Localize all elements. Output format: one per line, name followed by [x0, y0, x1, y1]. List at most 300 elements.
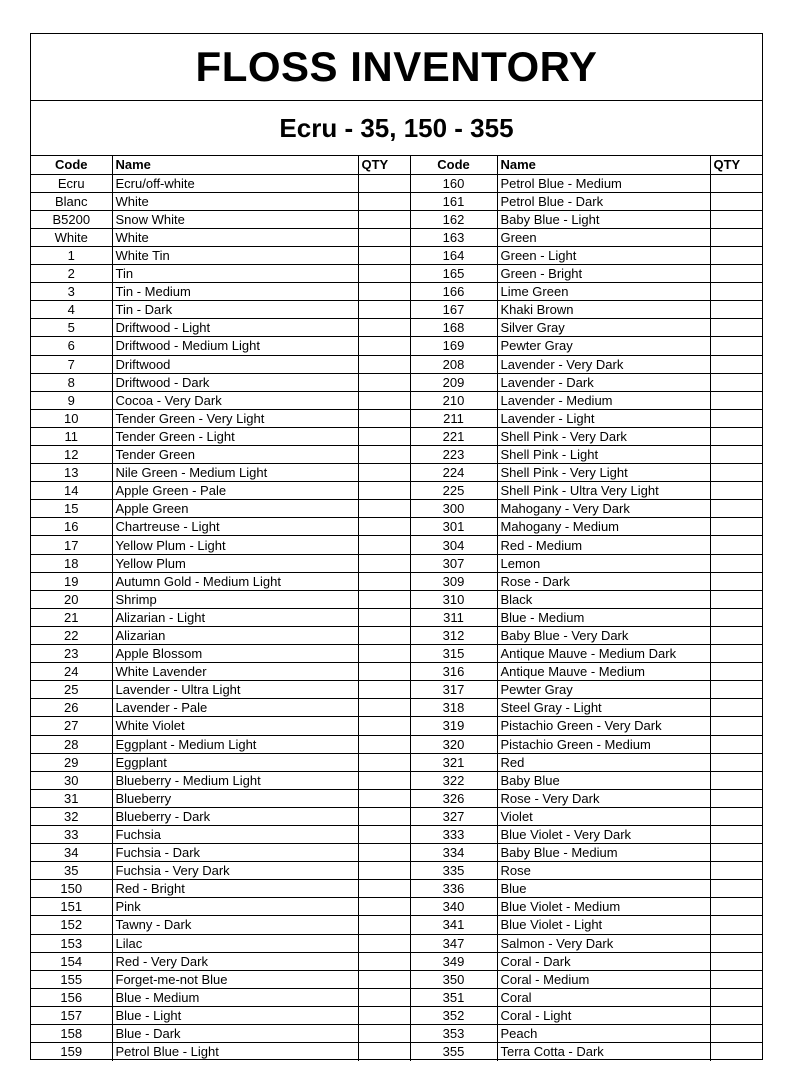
table-row — [31, 373, 762, 391]
qty-cell[interactable] — [710, 898, 762, 916]
qty-cell[interactable] — [358, 880, 410, 898]
code-cell: 311 — [410, 608, 497, 626]
table-row — [31, 464, 762, 482]
name-cell: Rose - Very Dark — [497, 789, 710, 807]
code-cell: 1 — [31, 246, 112, 264]
qty-cell[interactable] — [710, 301, 762, 319]
table-row — [31, 572, 762, 590]
name-cell: Fuchsia - Very Dark — [112, 862, 358, 880]
code-cell: 162 — [410, 210, 497, 228]
code-cell: 155 — [31, 970, 112, 988]
qty-cell[interactable] — [710, 500, 762, 518]
name-cell: Rose — [497, 862, 710, 880]
qty-cell[interactable] — [710, 409, 762, 427]
qty-cell[interactable] — [358, 645, 410, 663]
code-cell: 224 — [410, 464, 497, 482]
code-cell: 225 — [410, 482, 497, 500]
code-cell: 11 — [31, 427, 112, 445]
table-row — [31, 500, 762, 518]
code-cell: 349 — [410, 952, 497, 970]
qty-cell[interactable] — [358, 862, 410, 880]
qty-cell[interactable] — [358, 427, 410, 445]
code-cell: 355 — [410, 1043, 497, 1061]
qty-cell[interactable] — [358, 699, 410, 717]
qty-cell[interactable] — [358, 355, 410, 373]
qty-cell[interactable] — [710, 970, 762, 988]
qty-cell[interactable] — [358, 717, 410, 735]
table-row — [31, 446, 762, 464]
name-cell: Ecru/off-white — [112, 174, 358, 192]
name-cell: Rose - Dark — [497, 572, 710, 590]
name-cell: Tender Green - Light — [112, 427, 358, 445]
code-cell: 300 — [410, 500, 497, 518]
name-cell: Fuchsia — [112, 825, 358, 843]
qty-cell[interactable] — [358, 844, 410, 862]
code-cell: 31 — [31, 789, 112, 807]
table-row — [31, 844, 762, 862]
qty-cell[interactable] — [358, 1043, 410, 1061]
table-row — [31, 663, 762, 681]
name-cell: Nile Green - Medium Light — [112, 464, 358, 482]
table-row — [31, 789, 762, 807]
qty-cell[interactable] — [358, 916, 410, 934]
qty-cell[interactable] — [710, 536, 762, 554]
name-cell: Lavender - Very Dark — [497, 355, 710, 373]
code-cell: 17 — [31, 536, 112, 554]
qty-cell[interactable] — [358, 608, 410, 626]
qty-cell[interactable] — [358, 373, 410, 391]
qty-cell[interactable] — [358, 301, 410, 319]
header-qty-right: QTY — [710, 156, 762, 174]
code-cell: 4 — [31, 301, 112, 319]
code-cell: 25 — [31, 681, 112, 699]
name-cell: Coral - Medium — [497, 970, 710, 988]
code-cell: 34 — [31, 844, 112, 862]
name-cell: Terra Cotta - Dark — [497, 1043, 710, 1061]
name-cell: White Violet — [112, 717, 358, 735]
qty-cell[interactable] — [710, 391, 762, 409]
code-cell: 320 — [410, 735, 497, 753]
code-cell: 15 — [31, 500, 112, 518]
header-code-right: Code — [410, 156, 497, 174]
qty-cell[interactable] — [710, 1025, 762, 1043]
code-cell: 161 — [410, 192, 497, 210]
table-row — [31, 681, 762, 699]
qty-cell[interactable] — [710, 572, 762, 590]
qty-cell[interactable] — [710, 825, 762, 843]
inventory-table — [31, 156, 762, 1061]
table-row — [31, 699, 762, 717]
code-cell: 150 — [31, 880, 112, 898]
name-cell: Chartreuse - Light — [112, 518, 358, 536]
table-row — [31, 427, 762, 445]
table-row — [31, 608, 762, 626]
table-row — [31, 807, 762, 825]
name-cell: Blue - Dark — [112, 1025, 358, 1043]
qty-cell[interactable] — [710, 1043, 762, 1061]
table-row — [31, 952, 762, 970]
name-cell: Green — [497, 228, 710, 246]
code-cell: 211 — [410, 409, 497, 427]
name-cell: Petrol Blue - Light — [112, 1043, 358, 1061]
code-cell: 334 — [410, 844, 497, 862]
qty-cell[interactable] — [358, 554, 410, 572]
code-cell: 158 — [31, 1025, 112, 1043]
qty-cell[interactable] — [710, 807, 762, 825]
name-cell: Blue - Medium — [112, 988, 358, 1006]
code-cell: 168 — [410, 319, 497, 337]
name-cell: Red - Bright — [112, 880, 358, 898]
qty-cell[interactable] — [358, 753, 410, 771]
code-cell: 10 — [31, 409, 112, 427]
name-cell: Coral - Dark — [497, 952, 710, 970]
qty-cell[interactable] — [358, 500, 410, 518]
qty-cell[interactable] — [710, 952, 762, 970]
qty-cell[interactable] — [710, 464, 762, 482]
qty-cell[interactable] — [358, 789, 410, 807]
code-cell: 221 — [410, 427, 497, 445]
code-cell: 163 — [410, 228, 497, 246]
qty-cell[interactable] — [710, 916, 762, 934]
qty-cell[interactable] — [358, 970, 410, 988]
qty-cell[interactable] — [358, 174, 410, 192]
code-cell: 14 — [31, 482, 112, 500]
qty-cell[interactable] — [358, 246, 410, 264]
code-cell: 318 — [410, 699, 497, 717]
code-cell: 223 — [410, 446, 497, 464]
table-row — [31, 246, 762, 264]
qty-cell[interactable] — [710, 265, 762, 283]
name-cell: Steel Gray - Light — [497, 699, 710, 717]
code-cell: B5200 — [31, 210, 112, 228]
table-row — [31, 898, 762, 916]
code-cell: 153 — [31, 934, 112, 952]
code-cell: 16 — [31, 518, 112, 536]
code-cell: 151 — [31, 898, 112, 916]
table-row — [31, 409, 762, 427]
qty-cell[interactable] — [358, 283, 410, 301]
code-cell: 33 — [31, 825, 112, 843]
name-cell: Autumn Gold - Medium Light — [112, 572, 358, 590]
qty-cell[interactable] — [710, 753, 762, 771]
code-cell: 301 — [410, 518, 497, 536]
name-cell: Antique Mauve - Medium Dark — [497, 645, 710, 663]
qty-cell[interactable] — [358, 681, 410, 699]
qty-cell[interactable] — [710, 482, 762, 500]
qty-cell[interactable] — [710, 283, 762, 301]
code-cell: 35 — [31, 862, 112, 880]
qty-cell[interactable] — [358, 590, 410, 608]
qty-cell[interactable] — [358, 192, 410, 210]
qty-cell[interactable] — [710, 446, 762, 464]
qty-cell[interactable] — [358, 626, 410, 644]
name-cell: Peach — [497, 1025, 710, 1043]
table-row — [31, 771, 762, 789]
table-row — [31, 1025, 762, 1043]
name-cell: Coral - Light — [497, 1006, 710, 1024]
name-cell: Shrimp — [112, 590, 358, 608]
name-cell: Apple Green — [112, 500, 358, 518]
qty-cell[interactable] — [710, 681, 762, 699]
name-cell: Tawny - Dark — [112, 916, 358, 934]
table-row — [31, 301, 762, 319]
name-cell: Pistachio Green - Medium — [497, 735, 710, 753]
name-cell: White Tin — [112, 246, 358, 264]
name-cell: Pewter Gray — [497, 337, 710, 355]
table-row — [31, 319, 762, 337]
name-cell: Mahogany - Very Dark — [497, 500, 710, 518]
table-row — [31, 174, 762, 192]
name-cell: Lavender - Light — [497, 409, 710, 427]
name-cell: Petrol Blue - Dark — [497, 192, 710, 210]
qty-cell[interactable] — [358, 952, 410, 970]
table-row — [31, 970, 762, 988]
code-cell: 167 — [410, 301, 497, 319]
qty-cell[interactable] — [358, 391, 410, 409]
qty-cell[interactable] — [710, 554, 762, 572]
name-cell: Tender Green - Very Light — [112, 409, 358, 427]
name-cell: Blue — [497, 880, 710, 898]
table-row — [31, 554, 762, 572]
qty-cell[interactable] — [710, 880, 762, 898]
code-cell: 159 — [31, 1043, 112, 1061]
name-cell: Tin — [112, 265, 358, 283]
qty-cell[interactable] — [710, 319, 762, 337]
header-qty-left: QTY — [358, 156, 410, 174]
name-cell: Antique Mauve - Medium — [497, 663, 710, 681]
qty-cell[interactable] — [710, 174, 762, 192]
name-cell: White Lavender — [112, 663, 358, 681]
qty-cell[interactable] — [710, 663, 762, 681]
code-cell: 351 — [410, 988, 497, 1006]
code-cell: 316 — [410, 663, 497, 681]
code-cell: 156 — [31, 988, 112, 1006]
name-cell: Baby Blue - Medium — [497, 844, 710, 862]
table-row — [31, 645, 762, 663]
qty-cell[interactable] — [710, 590, 762, 608]
code-cell: 6 — [31, 337, 112, 355]
name-cell: White — [112, 228, 358, 246]
name-cell: Pink — [112, 898, 358, 916]
code-cell: 347 — [410, 934, 497, 952]
name-cell: Red — [497, 753, 710, 771]
code-cell: 341 — [410, 916, 497, 934]
qty-cell[interactable] — [710, 518, 762, 536]
qty-cell[interactable] — [710, 844, 762, 862]
qty-cell[interactable] — [710, 246, 762, 264]
header-name-right: Name — [497, 156, 710, 174]
header-code-left: Code — [31, 156, 112, 174]
qty-cell[interactable] — [358, 228, 410, 246]
name-cell: Mahogany - Medium — [497, 518, 710, 536]
code-cell: 5 — [31, 319, 112, 337]
name-cell: Silver Gray — [497, 319, 710, 337]
name-cell: Forget-me-not Blue — [112, 970, 358, 988]
name-cell: Yellow Plum - Light — [112, 536, 358, 554]
qty-cell[interactable] — [358, 409, 410, 427]
qty-cell[interactable] — [358, 265, 410, 283]
code-cell: Blanc — [31, 192, 112, 210]
qty-cell[interactable] — [358, 572, 410, 590]
code-cell: 208 — [410, 355, 497, 373]
qty-cell[interactable] — [358, 319, 410, 337]
qty-cell[interactable] — [358, 536, 410, 554]
code-cell: 18 — [31, 554, 112, 572]
name-cell: Shell Pink - Ultra Very Light — [497, 482, 710, 500]
qty-cell[interactable] — [358, 771, 410, 789]
table-row — [31, 825, 762, 843]
table-row — [31, 934, 762, 952]
qty-cell[interactable] — [358, 337, 410, 355]
qty-cell[interactable] — [710, 1006, 762, 1024]
name-cell: Tin - Dark — [112, 301, 358, 319]
qty-cell[interactable] — [358, 807, 410, 825]
code-cell: 315 — [410, 645, 497, 663]
qty-cell[interactable] — [358, 464, 410, 482]
page-subtitle: Ecru - 35, 150 - 355 — [31, 101, 762, 156]
name-cell: Petrol Blue - Medium — [497, 174, 710, 192]
code-cell: 310 — [410, 590, 497, 608]
name-cell: Yellow Plum — [112, 554, 358, 572]
table-row — [31, 880, 762, 898]
qty-cell[interactable] — [358, 934, 410, 952]
code-cell: Ecru — [31, 174, 112, 192]
code-cell: 319 — [410, 717, 497, 735]
code-cell: 312 — [410, 626, 497, 644]
code-cell: 157 — [31, 1006, 112, 1024]
code-cell: 21 — [31, 608, 112, 626]
qty-cell[interactable] — [358, 898, 410, 916]
qty-cell[interactable] — [710, 789, 762, 807]
qty-cell[interactable] — [358, 518, 410, 536]
qty-cell[interactable] — [710, 988, 762, 1006]
name-cell: Fuchsia - Dark — [112, 844, 358, 862]
code-cell: 350 — [410, 970, 497, 988]
qty-cell[interactable] — [710, 427, 762, 445]
table-row — [31, 391, 762, 409]
qty-cell[interactable] — [358, 446, 410, 464]
name-cell: Alizarian — [112, 626, 358, 644]
qty-cell[interactable] — [710, 228, 762, 246]
table-row — [31, 283, 762, 301]
name-cell: Cocoa - Very Dark — [112, 391, 358, 409]
code-cell: 19 — [31, 572, 112, 590]
name-cell: Green - Light — [497, 246, 710, 264]
name-cell: Lavender - Pale — [112, 699, 358, 717]
header-name-left: Name — [112, 156, 358, 174]
table-row — [31, 482, 762, 500]
inventory-sheet — [30, 33, 763, 1060]
code-cell: 23 — [31, 645, 112, 663]
qty-cell[interactable] — [710, 934, 762, 952]
code-cell: 7 — [31, 355, 112, 373]
name-cell: Black — [497, 590, 710, 608]
table-row — [31, 590, 762, 608]
qty-cell[interactable] — [710, 373, 762, 391]
code-cell: 352 — [410, 1006, 497, 1024]
table-row — [31, 228, 762, 246]
qty-cell[interactable] — [358, 663, 410, 681]
code-cell: 169 — [410, 337, 497, 355]
code-cell: White — [31, 228, 112, 246]
qty-cell[interactable] — [710, 717, 762, 735]
name-cell: Alizarian - Light — [112, 608, 358, 626]
table-row — [31, 518, 762, 536]
qty-cell[interactable] — [358, 988, 410, 1006]
code-cell: 28 — [31, 735, 112, 753]
name-cell: Pewter Gray — [497, 681, 710, 699]
qty-cell[interactable] — [710, 699, 762, 717]
qty-cell[interactable] — [358, 1025, 410, 1043]
qty-cell[interactable] — [710, 771, 762, 789]
code-cell: 30 — [31, 771, 112, 789]
code-cell: 353 — [410, 1025, 497, 1043]
code-cell: 3 — [31, 283, 112, 301]
qty-cell[interactable] — [710, 862, 762, 880]
code-cell: 210 — [410, 391, 497, 409]
code-cell: 304 — [410, 536, 497, 554]
name-cell: Blue Violet - Light — [497, 916, 710, 934]
name-cell: Driftwood - Medium Light — [112, 337, 358, 355]
name-cell: Shell Pink - Light — [497, 446, 710, 464]
qty-cell[interactable] — [710, 355, 762, 373]
code-cell: 209 — [410, 373, 497, 391]
header-row — [31, 156, 762, 174]
name-cell: Eggplant - Medium Light — [112, 735, 358, 753]
name-cell: Lemon — [497, 554, 710, 572]
qty-cell[interactable] — [358, 735, 410, 753]
name-cell: Blue - Light — [112, 1006, 358, 1024]
qty-cell[interactable] — [358, 482, 410, 500]
qty-cell[interactable] — [710, 337, 762, 355]
qty-cell[interactable] — [710, 735, 762, 753]
name-cell: Tin - Medium — [112, 283, 358, 301]
table-row — [31, 337, 762, 355]
name-cell: Driftwood - Dark — [112, 373, 358, 391]
code-cell: 26 — [31, 699, 112, 717]
qty-cell[interactable] — [710, 210, 762, 228]
table-row — [31, 862, 762, 880]
name-cell: Blueberry - Medium Light — [112, 771, 358, 789]
qty-cell[interactable] — [358, 1006, 410, 1024]
name-cell: Eggplant — [112, 753, 358, 771]
code-cell: 152 — [31, 916, 112, 934]
code-cell: 29 — [31, 753, 112, 771]
code-cell: 160 — [410, 174, 497, 192]
name-cell: Blue Violet - Medium — [497, 898, 710, 916]
qty-cell[interactable] — [358, 825, 410, 843]
code-cell: 13 — [31, 464, 112, 482]
code-cell: 24 — [31, 663, 112, 681]
qty-cell[interactable] — [710, 192, 762, 210]
name-cell: Salmon - Very Dark — [497, 934, 710, 952]
name-cell: Shell Pink - Very Dark — [497, 427, 710, 445]
qty-cell[interactable] — [710, 626, 762, 644]
code-cell: 166 — [410, 283, 497, 301]
table-row — [31, 536, 762, 554]
name-cell: Baby Blue - Very Dark — [497, 626, 710, 644]
table-row — [31, 626, 762, 644]
table-row — [31, 355, 762, 373]
code-cell: 333 — [410, 825, 497, 843]
code-cell: 326 — [410, 789, 497, 807]
table-row — [31, 916, 762, 934]
qty-cell[interactable] — [358, 210, 410, 228]
qty-cell[interactable] — [710, 608, 762, 626]
qty-cell[interactable] — [710, 645, 762, 663]
name-cell: Blue Violet - Very Dark — [497, 825, 710, 843]
name-cell: Lavender - Ultra Light — [112, 681, 358, 699]
